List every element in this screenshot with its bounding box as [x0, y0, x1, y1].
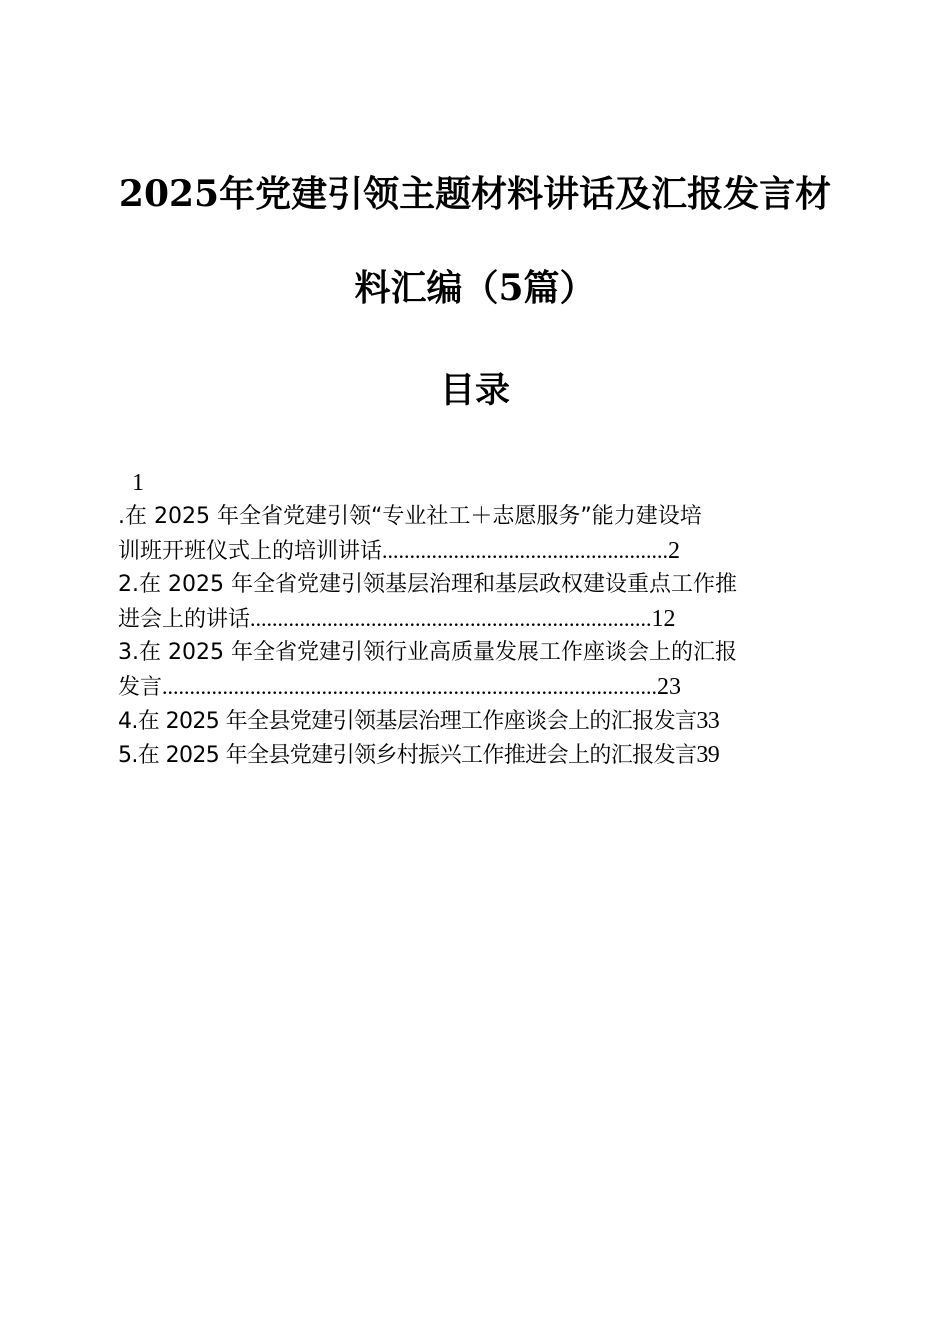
toc-entry-1-number[interactable]: 1 — [132, 470, 144, 496]
toc-entry-2-text-cont: 进会上的讲话 — [118, 607, 251, 632]
toc-entry-3-leader: .......................................................................................... — [162, 674, 658, 699]
document-title-line-2: 料汇编（5篇） — [354, 267, 596, 309]
toc-entry-1-line-2[interactable] — [118, 534, 830, 568]
toc-entry-2-text: 2.在 2025 年全省党建引领基层治理和基层政权建设重点工作推 — [118, 572, 737, 597]
toc-entry-4-text: 4.在 2025 年全县党建引领基层治理工作座谈会上的汇报发言 — [118, 709, 697, 734]
toc-entry-2-line-2[interactable] — [118, 602, 830, 636]
toc-entry-1-line-1[interactable] — [118, 500, 830, 534]
document-title-line-1: 2025年党建引领主题材料讲话及汇报发言材 — [118, 173, 832, 215]
toc-entry-4-page: 33 — [696, 708, 720, 734]
toc-entry-5-text: 5.在 2025 年全县党建引领乡村振兴工作推进会上的汇报发言 — [118, 743, 697, 768]
toc-entry-1-leader: .................................................... — [382, 538, 669, 563]
toc-entry-4[interactable] — [118, 704, 830, 738]
toc-entry-2-leader: ......................................................................... — [250, 606, 652, 631]
toc-entry-1-text-cont: 训班开班仪式上的培训讲话 — [118, 539, 383, 564]
toc-entry-3-line-1[interactable] — [118, 636, 830, 670]
toc-entry-3-text: 3.在 2025 年全省党建引领行业高质量发展工作座谈会上的汇报 — [118, 640, 737, 665]
toc-entry-1-text: .在 2025 年全省党建引领“专业社工＋志愿服务”能力建设培 — [118, 504, 702, 529]
toc-heading: 目录 — [439, 370, 510, 411]
toc-entry-5-page: 39 — [696, 742, 720, 768]
toc-entry-3-text-cont: 发言 — [118, 675, 163, 700]
toc-entry-2-page: 12 — [651, 606, 676, 632]
toc-entry-3-page: 23 — [657, 674, 682, 700]
toc-entry-5[interactable] — [118, 738, 830, 772]
table-of-contents — [118, 466, 830, 772]
toc-entry-3-line-2[interactable] — [118, 670, 830, 704]
toc-entry-2-line-1[interactable] — [118, 568, 830, 602]
toc-entry-1-page: 2 — [668, 538, 681, 564]
